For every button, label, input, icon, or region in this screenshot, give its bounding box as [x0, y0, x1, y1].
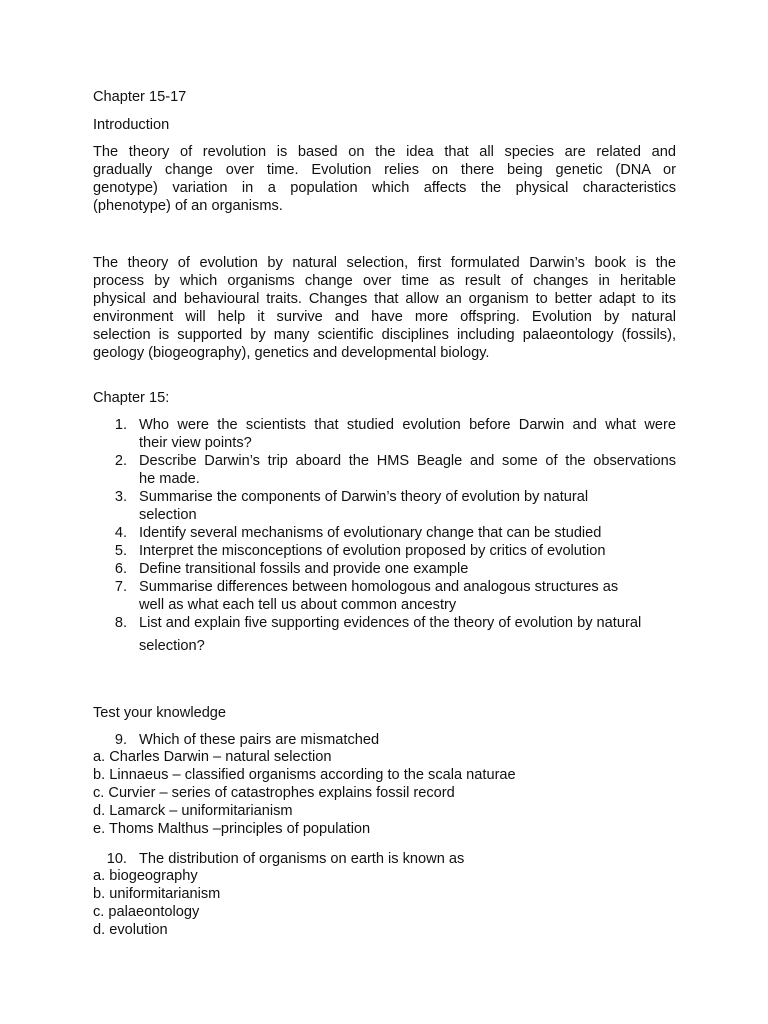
- answer-option: b. uniformitarianism: [93, 886, 221, 902]
- chapter-heading: Chapter 15-17: [93, 89, 187, 105]
- question-item: [93, 416, 676, 452]
- question-number: 3.: [114, 489, 127, 505]
- question-item: [93, 850, 676, 868]
- question-number: 6.: [114, 561, 127, 577]
- paragraph-line: gradually change over time. Evolution relies on there being genetic (DNA or: [93, 162, 676, 178]
- question-text: Which of these pairs are mismatched: [139, 732, 380, 748]
- question-item: [93, 542, 676, 560]
- question-10: [93, 850, 676, 868]
- question-item: [93, 560, 676, 578]
- paragraph-line: (phenotype) of an organisms.: [93, 198, 283, 214]
- question-text-line: selection?: [139, 638, 205, 654]
- question-number: 7.: [114, 579, 127, 595]
- question-number: 1.: [114, 417, 127, 433]
- answer-option: a. Charles Darwin – natural selection: [93, 749, 332, 765]
- question-text-line: List and explain five supporting evidences of the theory of evolution by natural: [139, 615, 642, 631]
- answer-option: e. Thoms Malthus –principles of population: [93, 821, 371, 837]
- answer-option: c. palaeontology: [93, 904, 200, 920]
- question-text-line: Who were the scientists that studied evolution before Darwin and what were: [139, 417, 676, 433]
- paragraph-line: genotype) variation in a population which affects the physical characteristics: [93, 180, 676, 196]
- question-text-line: Define transitional fossils and provide one example: [139, 561, 469, 577]
- question-item: [93, 524, 676, 542]
- test-your-knowledge-label: Test your knowledge: [93, 705, 227, 721]
- question-9: [93, 731, 676, 749]
- question-number: 2.: [114, 453, 127, 469]
- paragraph-line: physical and behavioural traits. Changes that allow an organism to better adapt to its: [93, 291, 676, 307]
- natural-selection-paragraph: [93, 254, 676, 362]
- answer-option: d. evolution: [93, 922, 168, 938]
- paragraph-line: The theory of revolution is based on the idea that all species are related and: [93, 144, 676, 160]
- answer-option: d. Lamarck – uniformitarianism: [93, 803, 293, 819]
- paragraph-line: geology (biogeography), genetics and developmental biology.: [93, 345, 490, 361]
- question-text-line: Summarise the components of Darwin’s theory of evolution by natural: [139, 489, 589, 505]
- answer-option: a. biogeography: [93, 868, 198, 884]
- question-item: [93, 488, 676, 524]
- intro-paragraph: [93, 143, 676, 215]
- question-10-options: [93, 867, 676, 939]
- answer-option: b. Linnaeus – classified organisms according to the scala naturae: [93, 767, 516, 783]
- paragraph-line: The theory of evolution by natural selection, first formulated Darwin’s book is the: [93, 255, 676, 271]
- question-text-line: he made.: [139, 471, 200, 487]
- answer-option: c. Curvier – series of catastrophes explains fossil record: [93, 785, 455, 801]
- question-number: 4.: [114, 525, 127, 541]
- paragraph-line: process by which organisms change over time as result of changes in heritable: [93, 273, 676, 289]
- question-number: 9.: [114, 732, 127, 748]
- question-text-line: their view points?: [139, 435, 252, 451]
- introduction-label: Introduction: [93, 117, 170, 133]
- question-9-options: [93, 748, 676, 838]
- question-item: [93, 452, 676, 488]
- question-text-line: Summarise differences between homologous and analogous structures as: [139, 579, 619, 595]
- question-text-line: selection: [139, 507, 197, 523]
- chapter15-label: Chapter 15:: [93, 390, 170, 406]
- question-text: The distribution of organisms on earth is known as: [139, 851, 465, 867]
- question-item: [93, 578, 676, 614]
- question-item: [93, 731, 676, 749]
- paragraph-line: selection is supported by many scientific disciplines including palaeontology (fossils),: [93, 327, 676, 343]
- question-number: 8.: [114, 615, 127, 631]
- chapter15-question-list: [93, 416, 676, 655]
- question-text-line: well as what each tell us about common ancestry: [139, 597, 457, 613]
- question-text-line: Interpret the misconceptions of evolution proposed by critics of evolution: [139, 543, 606, 559]
- question-text-line: Identify several mechanisms of evolutionary change that can be studied: [139, 525, 602, 541]
- question-number: 10.: [106, 851, 127, 867]
- paragraph-line: environment will help it survive and have more offspring. Evolution by natural: [93, 309, 676, 325]
- question-text-line: Describe Darwin’s trip aboard the HMS Beagle and some of the observations: [139, 453, 676, 469]
- question-number: 5.: [114, 543, 127, 559]
- question-item: [93, 614, 676, 655]
